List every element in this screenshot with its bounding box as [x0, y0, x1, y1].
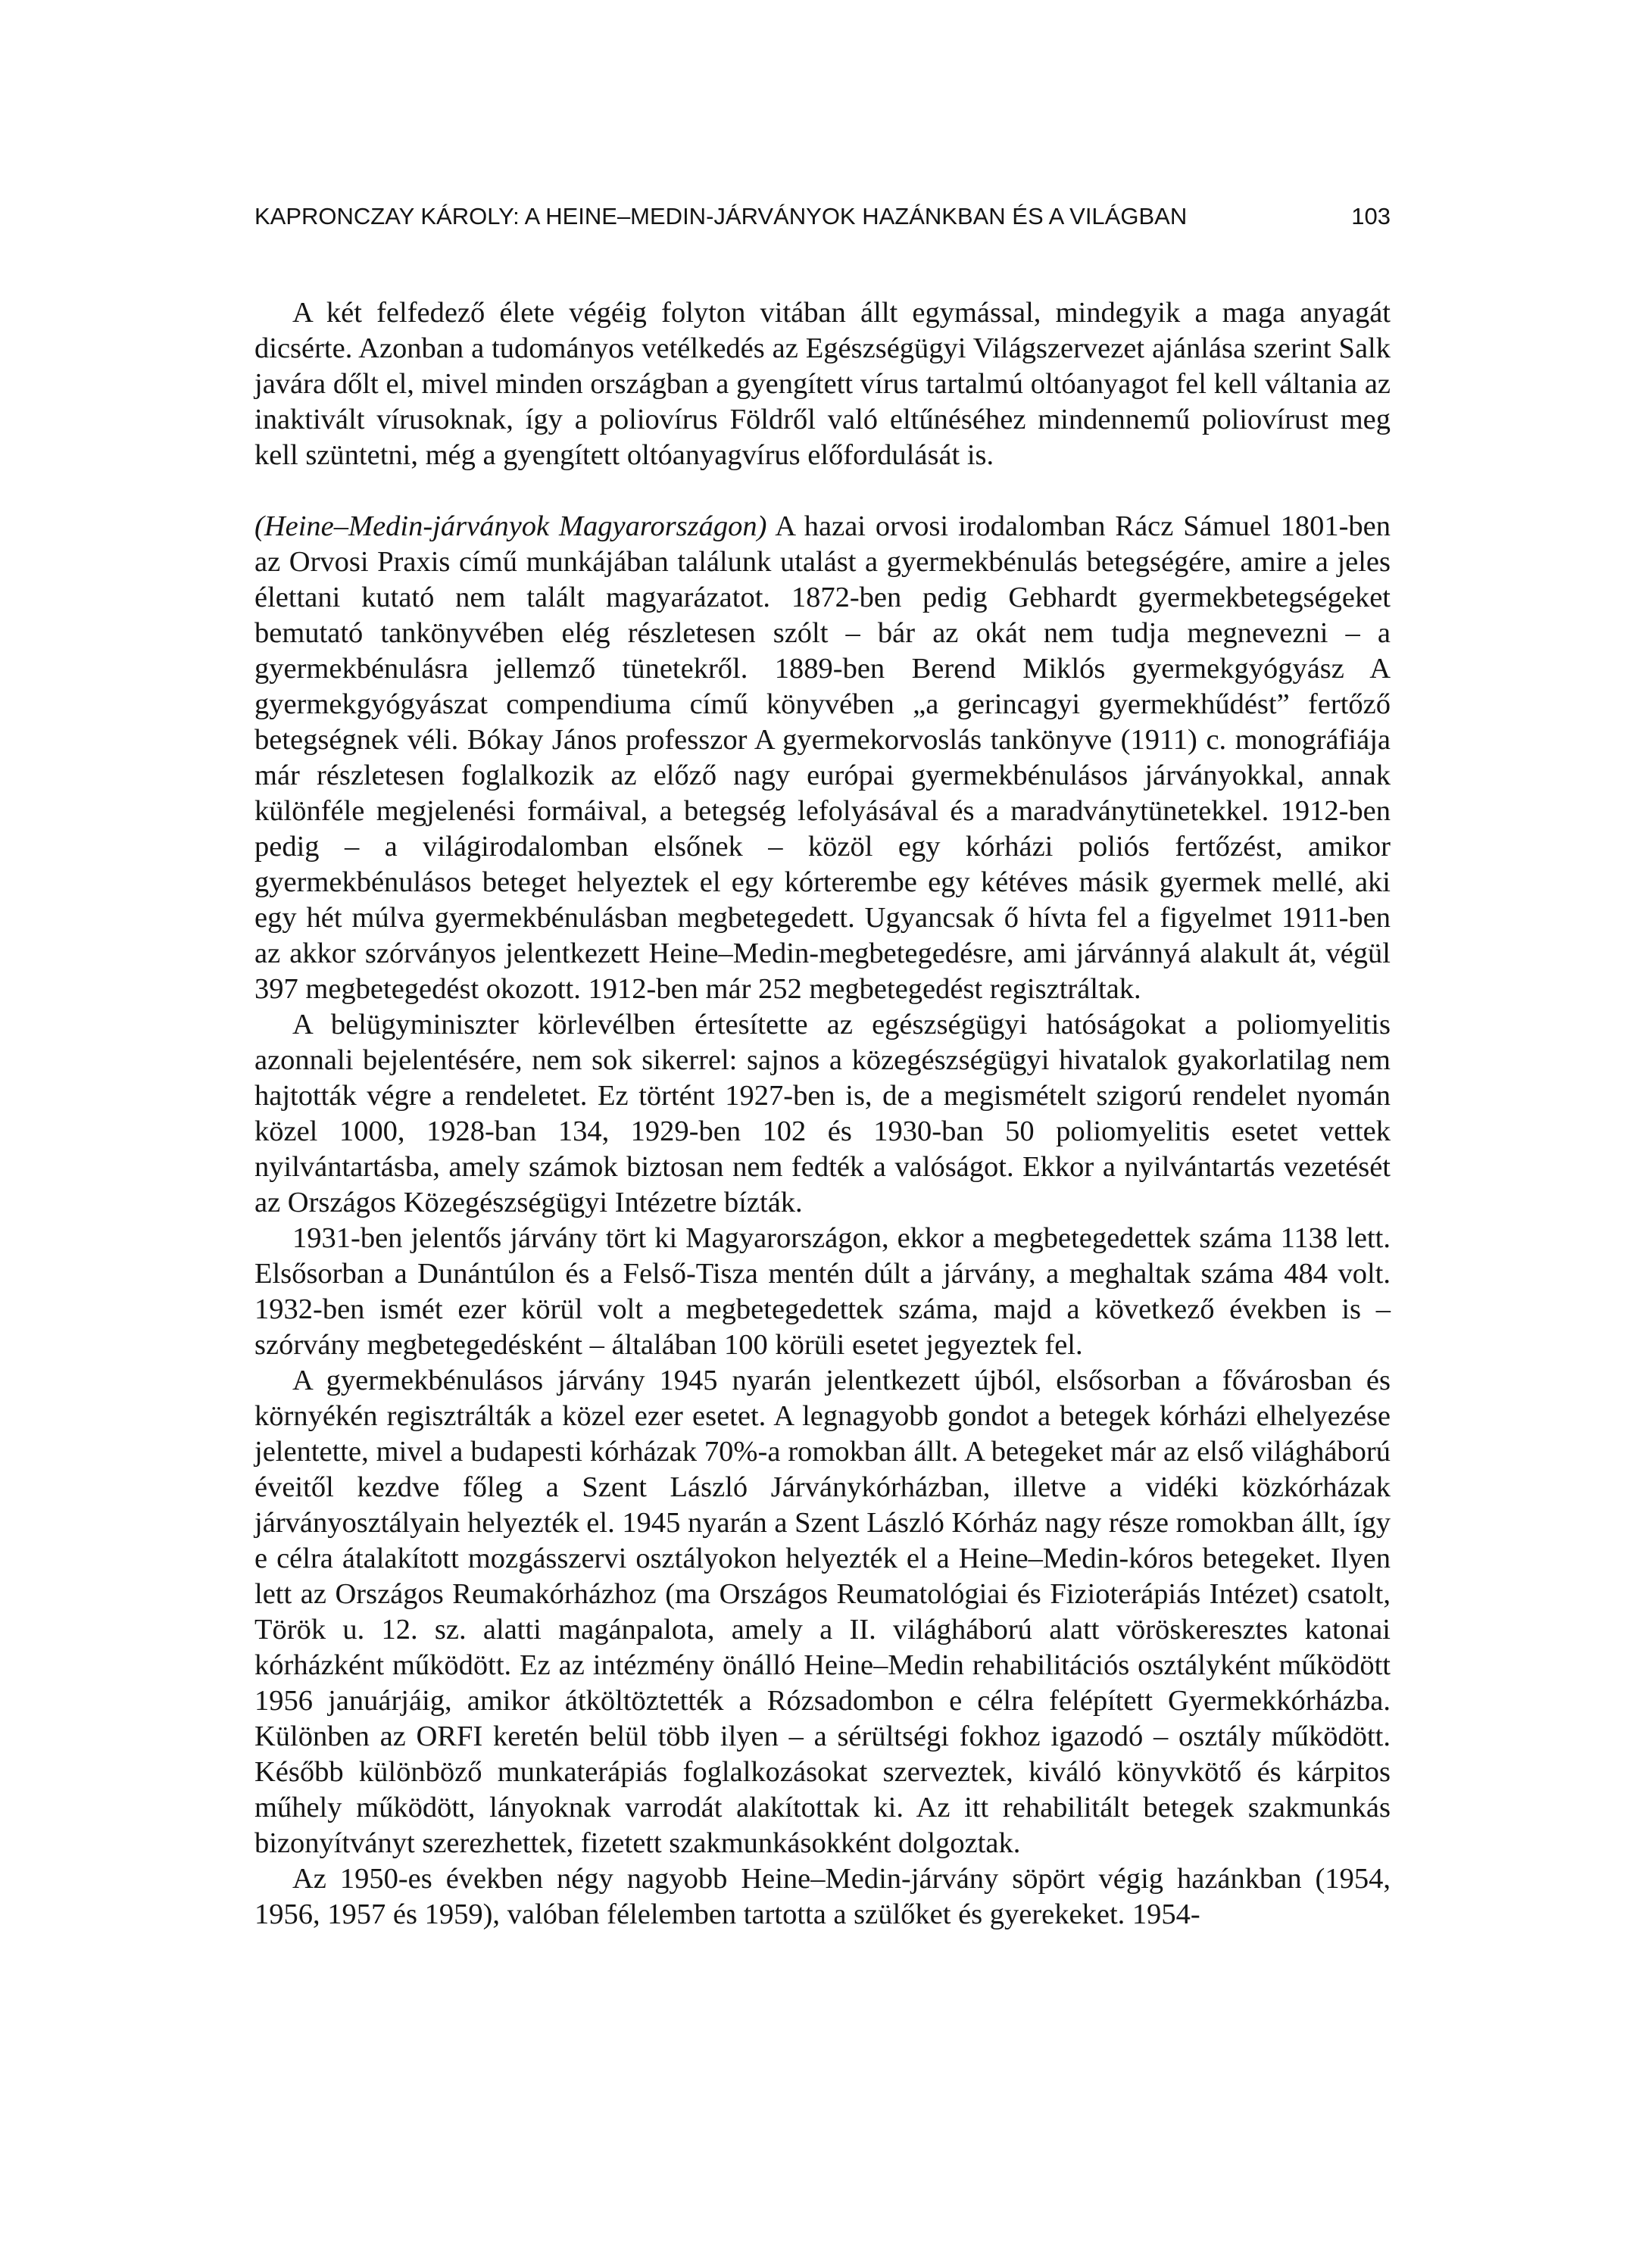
page-number: 103 [1351, 203, 1391, 229]
paragraph-text: A két felfedező élete végéig folyton vitában állt egymással, mindegyik a maga anyagát dicsérte. Azonban a tudományos vetélkedés az Egészségügyi Világszervezet ajánlása szerint Salk javára dőlt el, mivel minden országban a gyengített vírus tartalmú oltóanyagot fel kell váltania az inaktivált vírusoknak, így a poliovírus Földről való eltűnéséhez mindennemű poliovírust meg kell szüntetni, még a gyengített oltóanyagvírus előfordulását is. [254, 297, 1391, 471]
paragraph-text: 1931-ben jelentős járvány tört ki Magyarországon, ekkor a megbetegedettek száma 1138 lett. Elsősorban a Dunántúlon és a Felső-Tisza mentén dúlt a járvány, a meghaltak száma 484 volt. 1932-ben ismét ezer körül volt a megbetegedettek száma, majd a következő években is – szórvány megbetegedésként – általában 100 körüli esetet jegyeztek fel. [254, 1222, 1391, 1361]
paragraph-text: A hazai orvosi irodalomban Rácz Sámuel 1801-ben az Orvosi Praxis című munkájában találunk utalást a gyermekbénulás betegségére, amire a jeles élettani kutató nem talált magyarázatot. 1872-ben pedig Gebhardt gyermekbetegségeket bemutató tankönyvében elég részletesen szólt – bár az okát nem tudja megnevezni – a gyermekbénulásra jellemző tünetekről. 1889-ben Berend Miklós gyermekgyógyász A gyermekgyógyászat compendiuma című könyvében „a gerincagyi gyermekhűdést” fertőző betegségnek véli. Bókay János professzor A gyermekorvoslás tankönyve (1911) c. monográfiája már részletesen foglalkozik az előző nagy európai gyermekbénulásos járványokkal, annak különféle megjelenési formáival, a betegség lefolyásával és a maradványtünetekkel. 1912-ben pedig – a világirodalomban elsőnek – közöl egy kórházi poliós fertőzést, amikor gyermekbénulásos beteget helyeztek el egy kórterembe egy kétéves másik gyermek mellé, aki egy hét múlva gyermekbénulásban megbetegedett. Ugyancsak ő hívta fel a figyelmet 1911-ben az akkor szórványos jelentkezett Heine–Medin-megbetegedésre, ami járvánnyá alakult át, végül 397 megbetegedést okozott. 1912-ben már 252 megbetegedést regisztráltak. [254, 510, 1391, 1005]
paragraph-text: A belügyminiszter körlevélben értesítette az egészségügyi hatóságokat a poliomyelitis azonnali bejelentésére, nem sok sikerrel: sajnos a közegészségügyi hivatalok gyakorlatilag nem hajtották végre a rendeletet. Ez történt 1927-ben is, de a megismételt szigorú rendelet nyomán közel 1000, 1928-ban 134, 1929-ben 102 és 1930-ban 50 poliomyelitis esetet vettek nyilvántartásba, amely számok biztosan nem fedték a valóságot. Ekkor a nyilvántartás vezetését az Országos Közegészségügyi Intézetre bízták. [254, 1009, 1391, 1218]
running-head-title: KAPRONCZAY KÁROLY: A HEINE–MEDIN-JÁRVÁNYOK HAZÁNKBAN ÉS A VILÁGBAN [254, 203, 1188, 229]
paragraph [254, 1861, 1391, 1933]
body-text [254, 295, 1391, 1933]
paragraph [254, 1007, 1391, 1221]
paragraph [254, 1221, 1391, 1363]
section-heading: (Heine–Medin-járványok Magyarországon) [254, 510, 767, 542]
paragraph-text: A gyermekbénulásos járvány 1945 nyarán jelentkezett újból, elsősorban a fővárosban és környékén regisztrálták a közel ezer esetet. A legnagyobb gondot a betegek kórházi elhelyezése jelentette, mivel a budapesti kórházak 70%-a romokban állt. A betegeket már az első világháború éveitől kezdve főleg a Szent László Járványkórházban, illetve a vidéki közkórházak járványosztályain helyezték el. 1945 nyarán a Szent László Kórház nagy része romokban állt, így e célra átalakított mozgásszervi osztályokon helyezték el a Heine–Medin-kóros betegeket. Ilyen lett az Országos Reumakórházhoz (ma Országos Reumatológiai és Fizioterápiás Intézet) csatolt, Török u. 12. sz. alatti magánpalota, amely a II. világháború alatt vöröskeresztes katonai kórházként működött. Ez az intézmény önálló Heine–Medin rehabilitációs osztályként működött 1956 januárjáig, amikor átköltöztették a Rózsadombon e célra felépített Gyermekkórházba. Különben az ORFI keretén belül több ilyen – a sérültségi fokhoz igazodó – osztály működött. Később különböző munkaterápiás foglalkozásokat szerveztek, kiváló könyvkötő és kárpitos műhely működött, lányoknak varrodát alakítottak ki. Az itt rehabilitált betegek szakmunkás bizonyítványt szerezhettek, fizetett szakmunkásokként dolgoztak. [254, 1365, 1391, 1859]
paragraph [254, 1363, 1391, 1861]
paragraph [254, 295, 1391, 473]
paragraph [254, 509, 1391, 1007]
paragraph-text: Az 1950-es években négy nagyobb Heine–Medin-járvány söpört végig hazánkban (1954, 1956, 1957 és 1959), valóban félelemben tartotta a szülőket és gyerekeket. 1954- [254, 1863, 1391, 1930]
